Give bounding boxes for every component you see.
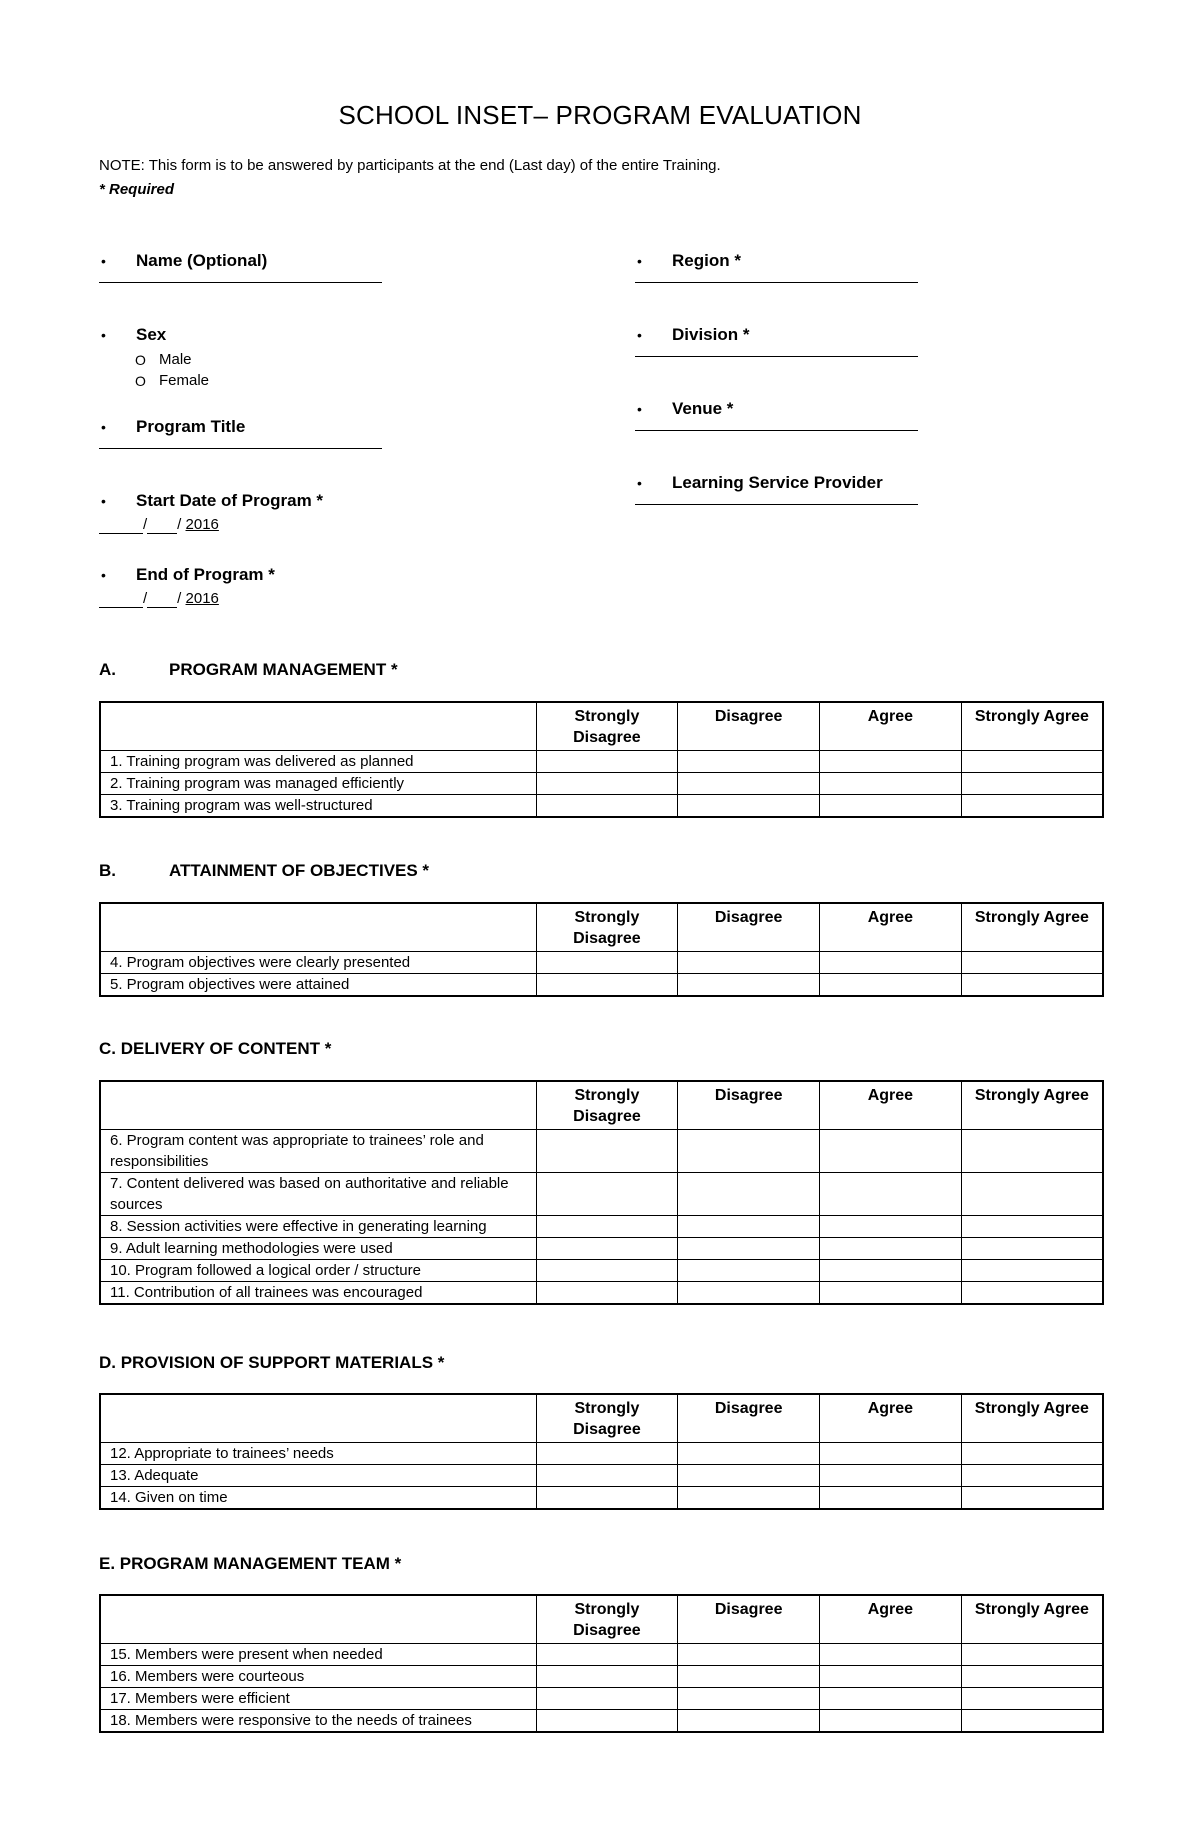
- rating-cell[interactable]: [820, 1173, 962, 1216]
- rating-cell[interactable]: [961, 1644, 1103, 1666]
- sex-option-male[interactable]: [135, 349, 209, 370]
- rating-cell[interactable]: [678, 1443, 820, 1465]
- rating-cell[interactable]: [536, 1644, 678, 1666]
- table-row: [100, 974, 1103, 997]
- section-name: PROGRAM MANAGEMENT *: [169, 660, 398, 679]
- bullet-icon: •: [637, 327, 642, 343]
- item-text: 1. Training program was delivered as planned: [100, 751, 536, 773]
- rating-cell[interactable]: [961, 1216, 1103, 1238]
- rating-cell[interactable]: [961, 1238, 1103, 1260]
- rating-cell[interactable]: [961, 952, 1103, 974]
- rating-cell[interactable]: [536, 1130, 678, 1173]
- bullet-icon: •: [637, 475, 642, 491]
- item-text: 6. Program content was appropriate to trainees’ role and responsibilities: [100, 1130, 536, 1173]
- section-c-table: [99, 1080, 1104, 1305]
- rating-cell[interactable]: [678, 1710, 820, 1733]
- name-field: [99, 249, 382, 283]
- header-strongly-agree: Strongly Agree: [961, 1081, 1103, 1130]
- table-header-row: [100, 702, 1103, 751]
- header-strongly-agree: Strongly Agree: [961, 1394, 1103, 1443]
- header-disagree: Disagree: [678, 1081, 820, 1130]
- rating-cell[interactable]: [820, 1216, 962, 1238]
- required-label: * Required: [99, 181, 175, 198]
- rating-cell[interactable]: [536, 773, 678, 795]
- item-text: 15. Members were present when needed: [100, 1644, 536, 1666]
- table-row: [100, 1487, 1103, 1510]
- item-text: 16. Members were courteous: [100, 1666, 536, 1688]
- rating-cell[interactable]: [820, 1487, 962, 1510]
- rating-cell[interactable]: [820, 1260, 962, 1282]
- table-row: [100, 1688, 1103, 1710]
- rating-cell[interactable]: [820, 1666, 962, 1688]
- rating-cell[interactable]: [678, 1216, 820, 1238]
- sex-option-female[interactable]: [135, 370, 209, 391]
- rating-cell[interactable]: [536, 1238, 678, 1260]
- sex-option-label: Female: [159, 372, 210, 389]
- rating-cell[interactable]: [536, 1487, 678, 1510]
- rating-cell[interactable]: [820, 773, 962, 795]
- bullet-icon: •: [101, 253, 106, 269]
- section-name: D. PROVISION OF SUPPORT MATERIALS *: [99, 1353, 445, 1372]
- header-strongly-disagree: Strongly Disagree: [536, 903, 678, 952]
- rating-cell[interactable]: [961, 1666, 1103, 1688]
- sex-label: Sex: [136, 325, 167, 344]
- year-value: 2016: [185, 590, 219, 607]
- header-agree: Agree: [820, 1081, 962, 1130]
- rating-cell[interactable]: [820, 1710, 962, 1733]
- start-date-field: [99, 489, 323, 534]
- program-title-input-line[interactable]: [99, 448, 382, 449]
- section-letter: A.: [99, 660, 116, 679]
- rating-cell[interactable]: [536, 1688, 678, 1710]
- rating-cell[interactable]: [820, 1238, 962, 1260]
- rating-cell[interactable]: [678, 1282, 820, 1305]
- rating-cell[interactable]: [961, 1260, 1103, 1282]
- region-input-line[interactable]: [635, 282, 918, 283]
- table-row: [100, 751, 1103, 773]
- table-row: [100, 1260, 1103, 1282]
- rating-cell[interactable]: [961, 1465, 1103, 1487]
- table-row: [100, 952, 1103, 974]
- section-a-table: [99, 701, 1104, 818]
- region-label: Region *: [672, 251, 741, 270]
- item-text: 3. Training program was well-structured: [100, 795, 536, 818]
- rating-cell[interactable]: [536, 1666, 678, 1688]
- year-value: 2016: [185, 516, 219, 533]
- section-letter: B.: [99, 861, 116, 880]
- rating-cell[interactable]: [678, 773, 820, 795]
- item-text: 10. Program followed a logical order / structure: [100, 1260, 536, 1282]
- rating-cell[interactable]: [961, 795, 1103, 818]
- header-disagree: Disagree: [678, 702, 820, 751]
- rating-cell[interactable]: [820, 751, 962, 773]
- program-title-label: Program Title: [136, 417, 246, 436]
- header-agree: Agree: [820, 903, 962, 952]
- item-text: 4. Program objectives were clearly presented: [100, 952, 536, 974]
- item-text: 8. Session activities were effective in generating learning: [100, 1216, 536, 1238]
- item-text: 11. Contribution of all trainees was encouraged: [100, 1282, 536, 1305]
- end-date-input[interactable]: / / 2016: [99, 590, 275, 608]
- sex-options: [135, 349, 209, 391]
- item-text: 14. Given on time: [100, 1487, 536, 1510]
- item-text: 5. Program objectives were attained: [100, 974, 536, 997]
- header-strongly-agree: Strongly Agree: [961, 702, 1103, 751]
- rating-cell[interactable]: [678, 1238, 820, 1260]
- bullet-icon: •: [101, 493, 106, 509]
- rating-cell[interactable]: [820, 1130, 962, 1173]
- form-note: NOTE: This form is to be answered by participants at the end (Last day) of the entire Training.: [99, 157, 721, 174]
- bullet-icon: •: [101, 567, 106, 583]
- item-text: 12. Appropriate to trainees’ needs: [100, 1443, 536, 1465]
- rating-cell[interactable]: [820, 952, 962, 974]
- header-strongly-disagree: Strongly Disagree: [536, 702, 678, 751]
- rating-cell[interactable]: [961, 1688, 1103, 1710]
- division-input-line[interactable]: [635, 356, 918, 357]
- rating-cell[interactable]: [678, 1173, 820, 1216]
- division-label: Division *: [672, 325, 750, 344]
- section-e-table: [99, 1594, 1104, 1733]
- item-text: 7. Content delivered was based on authoritative and reliable sources: [100, 1173, 536, 1216]
- item-header-cell: [100, 1595, 536, 1644]
- rating-cell[interactable]: [536, 1465, 678, 1487]
- end-date-field: [99, 563, 275, 608]
- table-header-row: [100, 1081, 1103, 1130]
- item-header-cell: [100, 903, 536, 952]
- provider-label: Learning Service Provider: [672, 473, 883, 492]
- section-name: E. PROGRAM MANAGEMENT TEAM *: [99, 1554, 402, 1573]
- rating-cell[interactable]: [536, 1710, 678, 1733]
- rating-cell[interactable]: [536, 1173, 678, 1216]
- rating-cell[interactable]: [536, 952, 678, 974]
- rating-cell[interactable]: [536, 1260, 678, 1282]
- provider-field: [635, 471, 918, 505]
- rating-cell[interactable]: [820, 1644, 962, 1666]
- table-row: [100, 1443, 1103, 1465]
- page-title: SCHOOL INSET– PROGRAM EVALUATION: [338, 100, 862, 130]
- section-c-title: [99, 1039, 331, 1059]
- sex-field: [99, 323, 209, 391]
- bullet-icon: •: [637, 253, 642, 269]
- rating-cell[interactable]: [820, 1443, 962, 1465]
- section-e-title: [99, 1554, 401, 1574]
- rating-cell[interactable]: [678, 1130, 820, 1173]
- venue-input-line[interactable]: [635, 430, 918, 431]
- rating-cell[interactable]: [678, 952, 820, 974]
- table-row: [100, 773, 1103, 795]
- rating-cell[interactable]: [536, 1443, 678, 1465]
- bullet-icon: •: [101, 327, 106, 343]
- rating-cell[interactable]: [678, 751, 820, 773]
- bullet-icon: •: [637, 401, 642, 417]
- radio-circle-icon[interactable]: O: [135, 372, 146, 389]
- table-row: [100, 1130, 1103, 1173]
- division-field: [635, 323, 918, 357]
- table-row: [100, 1216, 1103, 1238]
- start-date-label: Start Date of Program *: [136, 491, 324, 510]
- rating-cell[interactable]: [678, 1487, 820, 1510]
- item-header-cell: [100, 1394, 536, 1443]
- rating-cell[interactable]: [820, 1465, 962, 1487]
- rating-cell[interactable]: [820, 974, 962, 997]
- section-d-title: [99, 1353, 444, 1373]
- item-text: 9. Adult learning methodologies were used: [100, 1238, 536, 1260]
- table-row: [100, 1173, 1103, 1216]
- item-text: 17. Members were efficient: [100, 1688, 536, 1710]
- bullet-icon: •: [101, 419, 106, 435]
- rating-cell[interactable]: [961, 1443, 1103, 1465]
- section-b-table: [99, 902, 1104, 997]
- header-disagree: Disagree: [678, 1595, 820, 1644]
- rating-cell[interactable]: [536, 751, 678, 773]
- header-strongly-disagree: Strongly Disagree: [536, 1081, 678, 1130]
- table-header-row: [100, 1394, 1103, 1443]
- header-agree: Agree: [820, 1595, 962, 1644]
- rating-cell[interactable]: [961, 1282, 1103, 1305]
- section-b-title: [99, 861, 429, 881]
- item-text: 13. Adequate: [100, 1465, 536, 1487]
- month-blank[interactable]: [99, 590, 143, 608]
- rating-cell[interactable]: [536, 795, 678, 818]
- item-text: 18. Members were responsive to the needs of trainees: [100, 1710, 536, 1733]
- header-strongly-agree: Strongly Agree: [961, 1595, 1103, 1644]
- table-row: [100, 1710, 1103, 1733]
- rating-cell[interactable]: [678, 974, 820, 997]
- rating-cell[interactable]: [536, 1282, 678, 1305]
- rating-cell[interactable]: [678, 1465, 820, 1487]
- rating-cell[interactable]: [678, 1688, 820, 1710]
- rating-cell[interactable]: [678, 1666, 820, 1688]
- rating-cell[interactable]: [820, 795, 962, 818]
- rating-cell[interactable]: [961, 1130, 1103, 1173]
- header-strongly-disagree: Strongly Disagree: [536, 1595, 678, 1644]
- rating-cell[interactable]: [678, 795, 820, 818]
- table-header-row: [100, 1595, 1103, 1644]
- rating-cell[interactable]: [961, 974, 1103, 997]
- sex-option-label: Male: [159, 351, 192, 368]
- name-input-line[interactable]: [99, 282, 382, 283]
- rating-cell[interactable]: [961, 1173, 1103, 1216]
- rating-cell[interactable]: [678, 1644, 820, 1666]
- section-a-title: [99, 660, 398, 680]
- rating-cell[interactable]: [536, 1216, 678, 1238]
- header-agree: Agree: [820, 702, 962, 751]
- section-name: C. DELIVERY OF CONTENT *: [99, 1039, 332, 1058]
- header-disagree: Disagree: [678, 903, 820, 952]
- rating-cell[interactable]: [961, 773, 1103, 795]
- section-name: ATTAINMENT OF OBJECTIVES *: [169, 861, 430, 880]
- rating-cell[interactable]: [961, 1487, 1103, 1510]
- rating-cell[interactable]: [820, 1282, 962, 1305]
- item-header-cell: [100, 702, 536, 751]
- table-row: [100, 1465, 1103, 1487]
- section-d-table: [99, 1393, 1104, 1510]
- rating-cell[interactable]: [536, 974, 678, 997]
- venue-label: Venue *: [672, 399, 734, 418]
- item-header-cell: [100, 1081, 536, 1130]
- start-date-input[interactable]: / / 2016: [99, 516, 323, 534]
- header-agree: Agree: [820, 1394, 962, 1443]
- rating-cell[interactable]: [678, 1260, 820, 1282]
- item-text: 2. Training program was managed efficiently: [100, 773, 536, 795]
- provider-input-line[interactable]: [635, 504, 918, 505]
- header-disagree: Disagree: [678, 1394, 820, 1443]
- region-field: [635, 249, 918, 283]
- table-row: [100, 1282, 1103, 1305]
- radio-circle-icon[interactable]: O: [135, 351, 146, 368]
- rating-cell[interactable]: [820, 1688, 962, 1710]
- program-title-field: [99, 415, 382, 449]
- end-date-label: End of Program *: [136, 565, 275, 584]
- day-blank[interactable]: [147, 516, 177, 534]
- table-row: [100, 1666, 1103, 1688]
- table-header-row: [100, 903, 1103, 952]
- name-label: Name (Optional): [136, 251, 268, 270]
- day-blank[interactable]: [147, 590, 177, 608]
- month-blank[interactable]: [99, 516, 143, 534]
- table-row: [100, 1238, 1103, 1260]
- table-row: [100, 1644, 1103, 1666]
- table-row: [100, 795, 1103, 818]
- header-strongly-disagree: Strongly Disagree: [536, 1394, 678, 1443]
- rating-cell[interactable]: [961, 1710, 1103, 1733]
- header-strongly-agree: Strongly Agree: [961, 903, 1103, 952]
- rating-cell[interactable]: [961, 751, 1103, 773]
- venue-field: [635, 397, 918, 431]
